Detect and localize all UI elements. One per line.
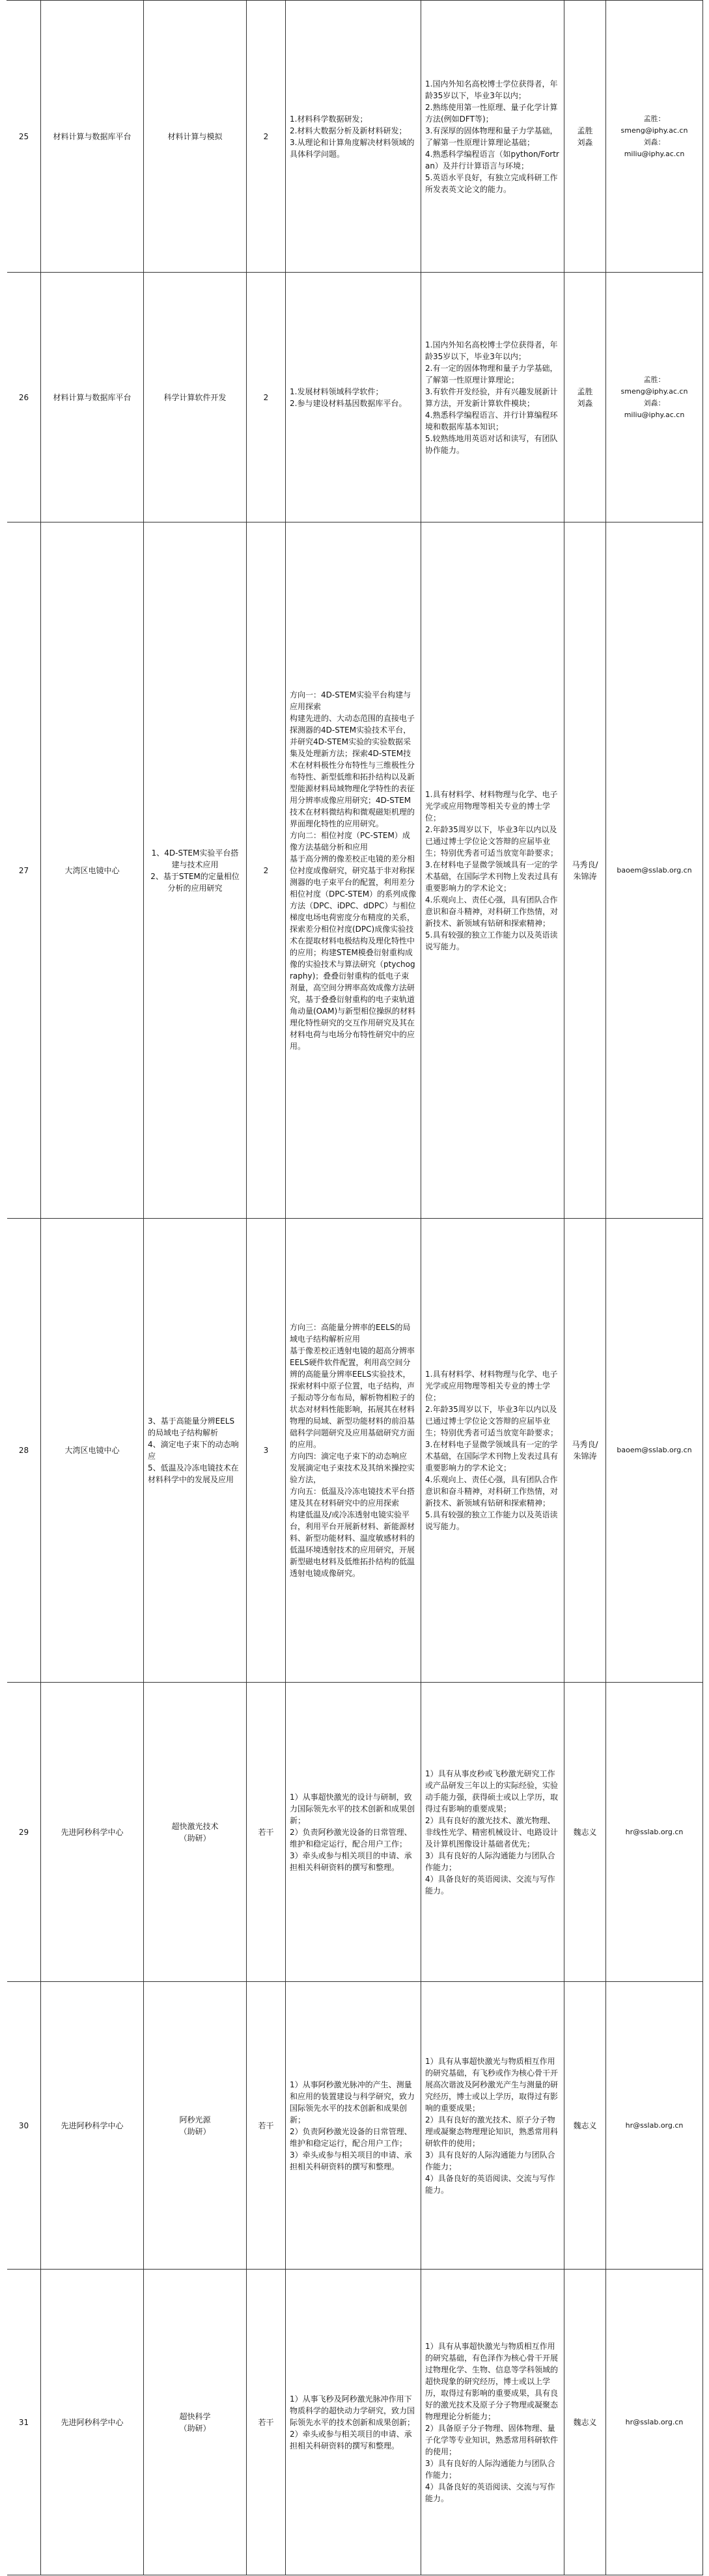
contact-name: 刘淼 bbox=[577, 137, 593, 147]
job-requirements bbox=[421, 1683, 564, 1981]
row-number: 30 bbox=[7, 1982, 41, 2269]
department: 先进阿秒科学中心 bbox=[41, 1683, 144, 1981]
contact-person: 魏志义 bbox=[564, 2270, 606, 2575]
requirement-line: 3）具有良好的人际沟通能力与团队合作能力； bbox=[425, 2150, 555, 2171]
duty-line: 3.从理论和计算角度解决材料领域的具体科学问题。 bbox=[290, 137, 415, 159]
position-title bbox=[144, 1683, 247, 1981]
requirement-line: 5.较熟练地用英语对话和读写，有团队协作能力。 bbox=[425, 433, 558, 455]
contact-name: 孟胜 bbox=[577, 126, 593, 135]
job-requirements bbox=[421, 1982, 564, 2269]
requirement-line: 1）具有从事超快激光与物质相互作用的研究基础，有飞秒或作为核心骨干开展高次谐波及阿秒激光产生与测量的研究经历，博士或以上学历，取得过有影响的重要成果； bbox=[425, 2056, 559, 2113]
position-title bbox=[144, 2270, 247, 2575]
email-link[interactable]: miliu@iphy.ac.cn bbox=[624, 149, 685, 158]
duty-line: 基于像差校正透射电镜的超高分辨率EELS硬件软件配置，利用高空间分辨的高能量分辨率EELS实验技术，探索材料中原子位置，电子结构，声子振动等分布布局，解析物相粒子的状态对材料性能影响，拓展其在材料物理的局域、新型功能材料的前沿基础科学问题研究及应用基础研究方面的应用。 bbox=[290, 1346, 415, 1449]
requirement-line: 3.在材料电子显微学领域具有一定的学术基础，在国际学术刊物上发表过具有重要影响力的学术论文； bbox=[425, 860, 559, 893]
email-label: 孟胜： bbox=[643, 375, 665, 384]
duty-line: 方向三：高能量分辨率的EELS的局域电子结构解析应用 bbox=[290, 1323, 411, 1344]
contact-person: 马秀良/朱锦涛 bbox=[564, 1219, 606, 1682]
requirement-line: 2）具备原子分子物理、固体物理、量子化学等专业知识，熟悉常用科研软件的使用； bbox=[425, 2423, 559, 2456]
position-title: 材料计算与模拟 bbox=[144, 1, 247, 272]
row-number: 31 bbox=[7, 2270, 41, 2575]
email-link[interactable]: hr@sslab.org.cn bbox=[625, 2121, 684, 2130]
contact-person: 魏志义 bbox=[564, 1683, 606, 1981]
duty-line: 方向一：4D-STEM实验平台构建与应用探索 bbox=[290, 690, 411, 711]
contact-email bbox=[606, 1, 703, 272]
department: 大湾区电镜中心 bbox=[41, 1219, 144, 1682]
job-requirements bbox=[421, 1219, 564, 1682]
email-link[interactable]: smeng@iphy.ac.cn bbox=[620, 126, 688, 135]
requirement-line: 4.乐观向上、责任心强，具有团队合作意识和奋斗精神，对科研工作热情，对新技术、新领域有钻研和探索精神； bbox=[425, 895, 559, 928]
position-text: 超快科学 （助研） bbox=[179, 2411, 211, 2433]
requirement-line: 3）具有良好的人际沟通能力与团队合作能力； bbox=[425, 2458, 555, 2480]
duty-line: 2）牵头或参与相关项目的申请、承担相关科研资料的撰写和整理。 bbox=[290, 2429, 412, 2450]
job-duties bbox=[286, 1683, 421, 1981]
department: 先进阿秒科学中心 bbox=[41, 2270, 144, 2575]
duty-line: 1）从事飞秒及阿秒激光脉冲作用下物质科学的超快动力学研究，致力国际领先水平的技术创新和成果创新； bbox=[290, 2394, 415, 2427]
duty-line: 方向五：低温及冷冻电镜技术平台搭建及其在材料研究中的应用探索 bbox=[290, 1487, 415, 1508]
duty-line: 构建低温及/或冷冻透射电镜实验平台，利用平台开展新材料、新能源材料、新型功能材料、温度敏感材料的低温环境透射技术的应用研究，开展新型磁电材料及低维拓扑结构的低温透射电镜成像研究。 bbox=[290, 1510, 415, 1578]
position-text: 超快激光技术 （助研） bbox=[171, 1821, 219, 1843]
requirement-line: 5.具有较强的独立工作能力以及英语读说写能力。 bbox=[425, 930, 558, 951]
duty-line: 方向四：滴定电子束下的动态响应 bbox=[290, 1452, 408, 1461]
requirement-line: 1）具有从事超快激光与物质相互作用的研究基础，有色泽作为核心骨干开展过物理化学、生物、信息等学科领域的超快现象的研究经历，博士或以上学历，取得过有影响的重要成果，具有良好的激光技术及原子分子物理或凝聚态物理理论分析能力； bbox=[425, 2341, 559, 2421]
duty-line: 1.材料科学数据研发； bbox=[290, 114, 368, 124]
position-title bbox=[144, 1219, 247, 1682]
headcount: 2 bbox=[247, 273, 286, 522]
position-title bbox=[144, 522, 247, 1218]
position-text: 1、4D-STEM实验平台搭建与技术应用 2、基于STEM的定量相位分析的应用研究 bbox=[150, 848, 240, 893]
contact-email bbox=[606, 273, 703, 522]
requirement-line: 5.英语水平良好，有独立完成科研工作所发表英文论文的能力。 bbox=[425, 172, 558, 194]
email-link[interactable]: miliu@iphy.ac.cn bbox=[624, 410, 685, 419]
table-row bbox=[7, 522, 703, 1219]
requirement-line: 2）具有良好的激光技术、激光物理、非线性光学、精密机械设计、电路设计及计算机图像设计基础者优先； bbox=[425, 1815, 559, 1849]
requirement-line: 1.具有材料学、材料物理与化学、电子光学或应用物理等相关专业的博士学位； bbox=[425, 789, 558, 822]
requirement-line: 4）具备良好的英语阅读、交流与写作能力。 bbox=[425, 2173, 555, 2195]
contact-person: 马秀良/朱锦涛 bbox=[564, 522, 606, 1218]
requirement-line: 3.有软件开发经验，并有兴趣发展新计算方法，开发新计算软件模块； bbox=[425, 386, 558, 408]
contact-email bbox=[606, 1219, 703, 1682]
row-number: 27 bbox=[7, 522, 41, 1218]
headcount: 若干 bbox=[247, 2270, 286, 2575]
job-duties bbox=[286, 1, 421, 272]
headcount: 2 bbox=[247, 522, 286, 1218]
department: 先进阿秒科学中心 bbox=[41, 1982, 144, 2269]
requirement-line: 4）具备良好的英语阅读、交流与写作能力。 bbox=[425, 2482, 555, 2503]
requirement-line: 3.有深厚的固体物理和量子力学基础，了解第一性原理计算理论基础； bbox=[425, 126, 558, 147]
requirement-line: 2）具有良好的激光技术、原子分子物理或凝聚态物理理论知识，熟悉常用科研软件的使用； bbox=[425, 2115, 559, 2148]
requirement-line: 1.国内外知名高校博士学位获得者，年龄35岁以下，毕业3年以内； bbox=[425, 79, 558, 100]
table-row bbox=[7, 1, 703, 273]
email-link[interactable]: hr@sslab.org.cn bbox=[625, 1827, 684, 1836]
table-row bbox=[7, 1982, 703, 2270]
position-title bbox=[144, 1982, 247, 2269]
job-requirements bbox=[421, 522, 564, 1218]
table-row bbox=[7, 1683, 703, 1982]
contact-name: 刘淼 bbox=[577, 398, 593, 408]
department: 大湾区电镜中心 bbox=[41, 522, 144, 1218]
duty-line: 2.材料大数据分析及新材料研发； bbox=[290, 126, 407, 135]
position-text: 3、基于高能量分辨EELS的局域电子结构解析 4、滴定电子束下的动态响应 5、低温及冷冻电镜技术在材料科学中的发展及应用 bbox=[148, 1417, 239, 1484]
requirement-line: 4）具备良好的英语阅读、交流与写作能力。 bbox=[425, 1874, 555, 1895]
contact-person: 魏志义 bbox=[564, 1982, 606, 2269]
contact-person bbox=[564, 1, 606, 272]
department: 材料计算与数据库平台 bbox=[41, 1, 144, 272]
requirement-line: 4.乐观向上、责任心强，具有团队合作意识和奋斗精神，对科研工作热情，对新技术、新领域有钻研和探索精神； bbox=[425, 1475, 559, 1508]
position-text: 阿秒光源 （助研） bbox=[179, 2115, 211, 2136]
duty-line: 发展滴定电子束技术及其纳米操控实验方法， bbox=[290, 1463, 415, 1484]
table-row bbox=[7, 2270, 703, 2575]
duty-line: 2）负责阿秒激光设备的日常管理、维护和稳定运行，配合用户工作； bbox=[290, 2126, 412, 2148]
duty-line: 基于高分辨的像差校正电镜的差分相位衬度成像研究，研究基于非对称探测器的电子束平台的配置，利用差分相位衬度（DPC-STEM）的系列成像方法（DPC、iDPC、dDPC）与相位梯度电场电荷密度分布精度的关系，探索差分相位衬度(DPC)成像实验技术在提取材料电极结构及理化特性中的应用；构建STEM模叠衍射重构成像的实验技术与算法研究（ptychography)；叠叠衍射重构的低电子束剂量，高空间分辨率高效成像方法研究，基于叠叠衍射重构的电子束轨道角动量(OAM)与新型相位操纵的材料理化特性研究的交互作用研究及其在材料电荷与电场分布特性研究中的应用。 bbox=[290, 854, 417, 1051]
requirement-line: 1.具有材料学、材料物理与化学、电子光学或应用物理等相关专业的博士学位； bbox=[425, 1370, 558, 1402]
contact-person bbox=[564, 273, 606, 522]
row-number: 25 bbox=[7, 1, 41, 272]
duty-line: 1.发展材料领域科学软件； bbox=[290, 386, 383, 396]
job-duties bbox=[286, 1982, 421, 2269]
contact-name: 孟胜 bbox=[577, 386, 593, 396]
requirement-line: 2.熟练使用第一性原理、量子化学计算方法(例如DFT等)； bbox=[425, 102, 558, 124]
headcount: 3 bbox=[247, 1219, 286, 1682]
row-number: 28 bbox=[7, 1219, 41, 1682]
email-link[interactable]: hr@sslab.org.cn bbox=[625, 2417, 684, 2426]
requirement-line: 3）具有良好的人际沟通能力与团队合作能力； bbox=[425, 1851, 555, 1872]
duty-line: 1）从事超快激光的设计与研制，致力国际领先水平的技术创新和成果创新； bbox=[290, 1792, 415, 1825]
email-label: 刘淼： bbox=[643, 137, 665, 146]
email-link[interactable]: smeng@iphy.ac.cn bbox=[620, 386, 688, 396]
row-number: 29 bbox=[7, 1683, 41, 1981]
job-duties bbox=[286, 273, 421, 522]
duty-line: 构建先进的、大动态范围的直接电子探测器的4D-STEM实验技术平台，并研究4D-STEM实验的实验数据采集及处理新方法；探索4D-STEM技术在材料极性分布特性与三维极性分布特性、新型低维和拓扑结构以及新型能源材料局域物理化学特性的表征用分辨率成像应用研究；4D-STEM技术在材料微结构和微观磁矩机理的界面理化特性的应用研究。 bbox=[290, 713, 415, 828]
table-row bbox=[7, 1219, 703, 1683]
duty-line: 2）负责阿秒激光设备的日常管理、维护和稳定运行，配合用户工作； bbox=[290, 1827, 412, 1849]
requirement-line: 2.有一定的固体物理和量子力学基础，了解第一性原理计算理论； bbox=[425, 363, 558, 385]
table-row bbox=[7, 273, 703, 522]
duty-line: 1）从事阿秒激光脉冲的产生、测量和应用的装置建设与科学研究，致力国际领先水平的技术创新和成果创新； bbox=[290, 2080, 415, 2124]
requirement-line: 1.国内外知名高校博士学位获得者，年龄35岁以下，毕业3年以内； bbox=[425, 340, 558, 361]
contact-email bbox=[606, 2270, 703, 2575]
contact-email bbox=[606, 1683, 703, 1981]
job-requirements bbox=[421, 273, 564, 522]
requirement-line: 3.在材料电子显微学领域具有一定的学术基础，在国际学术刊物上发表过具有重要影响力的学术论文； bbox=[425, 1440, 559, 1472]
email-label: 孟胜： bbox=[643, 114, 665, 123]
department: 材料计算与数据库平台 bbox=[41, 273, 144, 522]
requirement-line: 4.熟悉科学编程语言（如python/Fortran）及并行计算语言与环境； bbox=[425, 149, 559, 170]
email-label: 刘淼： bbox=[643, 398, 665, 407]
headcount: 若干 bbox=[247, 1982, 286, 2269]
job-duties bbox=[286, 2270, 421, 2575]
email-link[interactable]: baoem@sslab.org.cn bbox=[617, 865, 692, 874]
headcount: 2 bbox=[247, 1, 286, 272]
job-requirements bbox=[421, 1, 564, 272]
headcount: 若干 bbox=[247, 1683, 286, 1981]
requirement-line: 1）具有从事皮秒或飞秒激光研究工作或产品研发三年以上的实际经验，实验动手能力强，获得硕士或以上学历，取得过有影响的重要成果； bbox=[425, 1769, 559, 1813]
duty-line: 方向二：相位衬度（PC-STEM）成像方法基础分析和应用 bbox=[290, 830, 410, 852]
duty-line: 2.参与建设材料基因数据库平台。 bbox=[290, 398, 407, 408]
recruitment-table bbox=[7, 0, 703, 2503]
contact-email bbox=[606, 1982, 703, 2269]
job-duties bbox=[286, 522, 421, 1218]
position-title: 科学计算软件开发 bbox=[144, 273, 247, 522]
job-duties bbox=[286, 1219, 421, 1682]
requirement-line: 4.熟悉科学编程语言、并行计算编程环境和数据库基本知识； bbox=[425, 410, 558, 431]
job-requirements bbox=[421, 2270, 564, 2575]
duty-line: 3）牵头或参与相关项目的申请、承担相关科研资料的撰写和整理。 bbox=[290, 2150, 412, 2171]
requirement-line: 5.具有较强的独立工作能力以及英语读说写能力。 bbox=[425, 1510, 558, 1531]
email-link[interactable]: baoem@sslab.org.cn bbox=[617, 1446, 692, 1454]
requirement-line: 2.年龄35周岁以下，毕业3年以内以及已通过博士学位论文答辩的应届毕业生；特别优秀者可适当放宽年龄要求； bbox=[425, 824, 559, 858]
contact-email bbox=[606, 522, 703, 1218]
requirement-line: 2.年龄35周岁以下，毕业3年以内以及已通过博士学位论文答辩的应届毕业生；特别优秀者可适当放宽年龄要求； bbox=[425, 1405, 559, 1437]
duty-line: 3）牵头或参与相关项目的申请、承担相关科研资料的撰写和整理。 bbox=[290, 1851, 412, 1872]
row-number: 26 bbox=[7, 273, 41, 522]
